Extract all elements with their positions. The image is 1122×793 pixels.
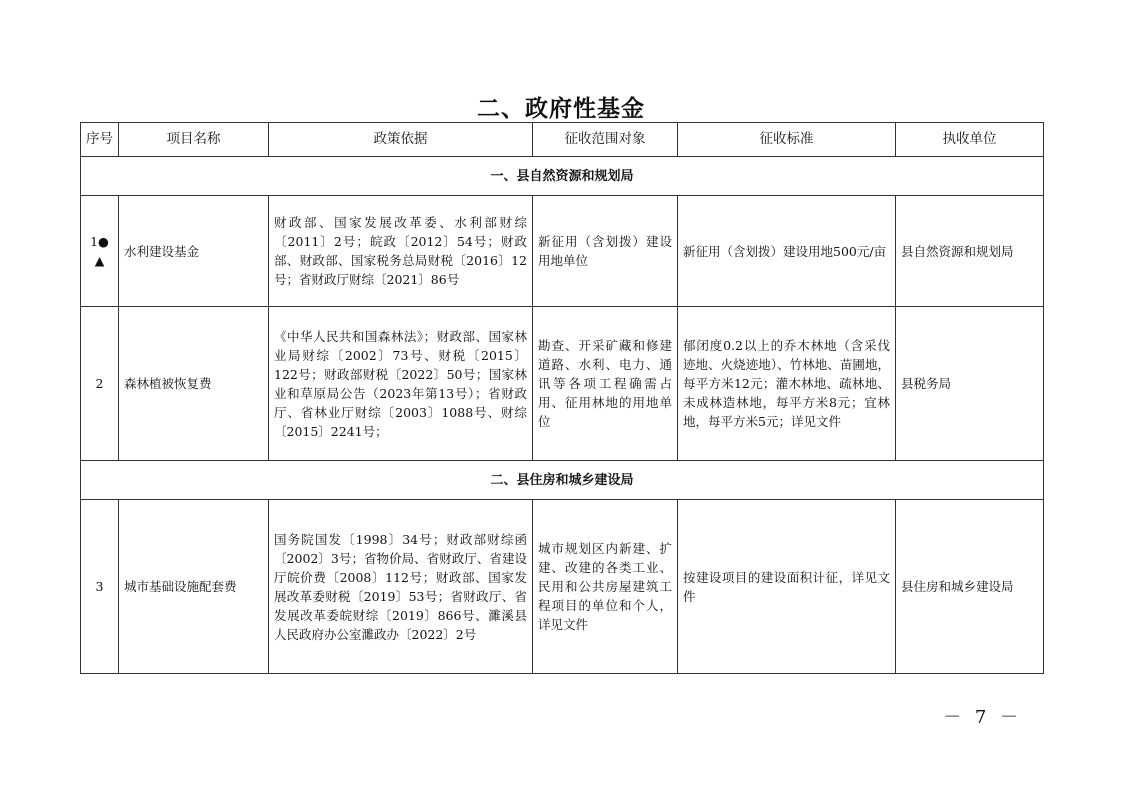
row-standard: 郁闭度0.2以上的乔木林地（含采伐迹地、火烧迹地）、竹林地、苗圃地，每平方米12元；灌木林地、疏林地、未成林造林地，每平方米8元；宜林地，每平方米5元；详见文件 [678, 307, 896, 461]
row-basis: 国务院国发〔1998〕34号；财政部财综函〔2002〕3号；省物价局、省财政厅、省建设厅皖价费〔2008〕112号；财政部、国家发展改革委财税〔2019〕53号；省财政厅、省发展改革委皖财综〔2019〕866号、濉溪县人民政府办公室濉政办〔2022〕2号 [269, 500, 533, 674]
row-basis: 财政部、国家发展改革委、水利部财综〔2011〕2号；皖政〔2012〕54号；财政部、财政部、国家税务总局财税〔2016〕12号；省财政厅财综〔2021〕86号 [269, 196, 533, 307]
row-name: 城市基础设施配套费 [119, 500, 269, 674]
row-seq [81, 307, 119, 461]
page-number: － 7 － [943, 707, 1022, 728]
column-header-basis: 政策依据 [269, 123, 533, 157]
row-name: 水利建设基金 [119, 196, 269, 307]
row-basis: 《中华人民共和国森林法》；财政部、国家林业局财综〔2002〕73号、财税〔2015〕122号；财政部财税〔2022〕50号；国家林业和草原局公告（2023年第13号）；省财政厅、省林业厅财综〔2003〕1088号、财综〔2015〕2241号； [269, 307, 533, 461]
row-standard: 新征用（含划拨）建设用地500元/亩 [678, 196, 896, 307]
page-title: 二、政府性基金 [477, 96, 645, 122]
fund-table [80, 122, 1044, 674]
column-header-scope: 征收范围对象 [533, 123, 678, 157]
table-header-row [81, 123, 1044, 157]
row-standard: 按建设项目的建设面积计征，详见文件 [678, 500, 896, 674]
table-row [81, 307, 1044, 461]
row-seq [81, 500, 119, 674]
row-unit: 县住房和城乡建设局 [896, 500, 1044, 674]
row-scope: 勘查、开采矿藏和修建道路、水利、电力、通讯等各项工程确需占用、征用林地的用地单位 [533, 307, 678, 461]
row-scope: 城市规划区内新建、扩建、改建的各类工业、民用和公共房屋建筑工程项目的单位和个人，详见文件 [533, 500, 678, 674]
column-header-unit: 执收单位 [896, 123, 1044, 157]
row-seq [81, 196, 119, 307]
row-scope: 新征用（含划拨）建设用地单位 [533, 196, 678, 307]
column-header-seq: 序号 [81, 123, 119, 157]
row-unit: 县税务局 [896, 307, 1044, 461]
row-unit: 县自然资源和规划局 [896, 196, 1044, 307]
row-seq-marker: ▲ [94, 253, 105, 268]
table-row [81, 500, 1044, 674]
row-name: 森林植被恢复费 [119, 307, 269, 461]
section-heading: 二、县住房和城乡建设局 [81, 461, 1044, 500]
row-seq-number: 3 [95, 579, 104, 594]
section-header-row [81, 157, 1044, 196]
table-row [81, 196, 1044, 307]
column-header-name: 项目名称 [119, 123, 269, 157]
section-header-row [81, 461, 1044, 500]
column-header-standard: 征收标准 [678, 123, 896, 157]
row-seq-number: 1● [90, 234, 109, 249]
section-heading: 一、县自然资源和规划局 [81, 157, 1044, 196]
row-seq-number: 2 [95, 376, 104, 391]
